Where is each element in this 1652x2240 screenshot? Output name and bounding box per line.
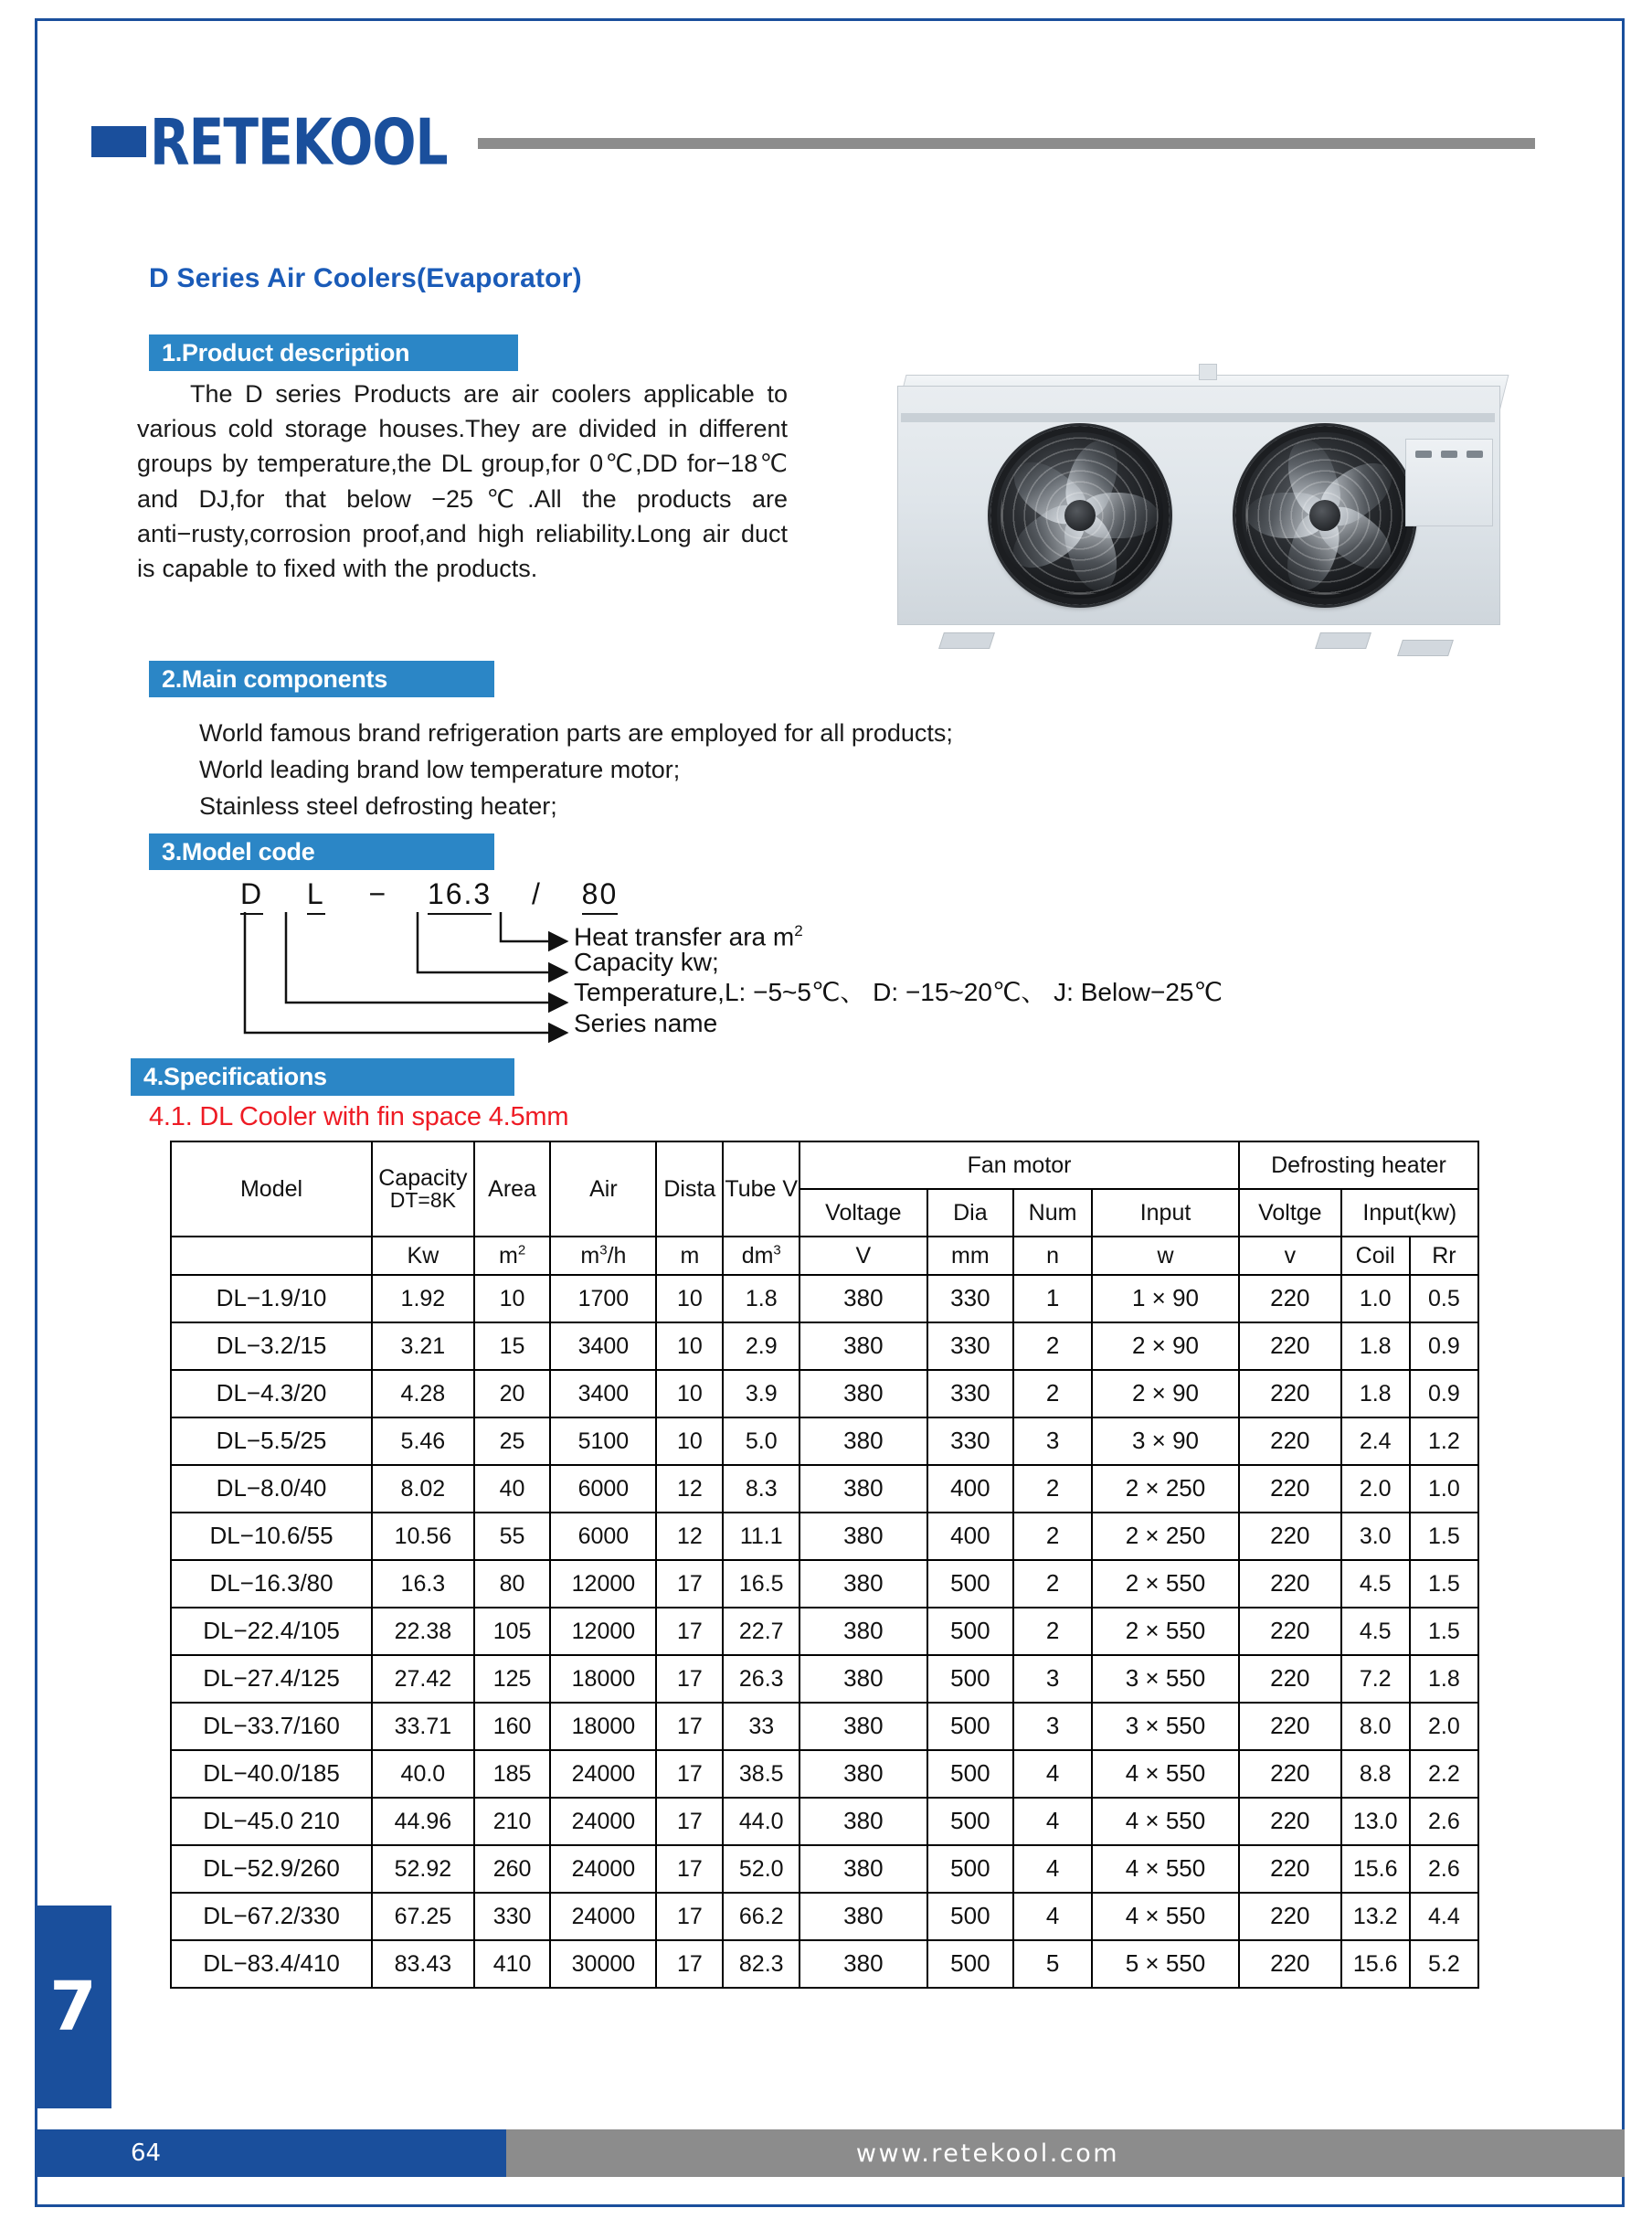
model-code-diagram	[149, 877, 1446, 1046]
cell-tube: 16.5	[723, 1560, 800, 1608]
cell-model: DL−52.9/260	[171, 1845, 372, 1893]
cell-dista: 17	[656, 1560, 723, 1608]
unit-cell-model-blank	[171, 1237, 372, 1275]
product-description-text: The D series Products are air coolers applicable to various cold storage houses.They are divided in different groups by temperature,the DL group,for 0℃,DD for−18℃ and DJ,for that below −25℃.All the products are anti−rusty,corrosion proof,and high reliability.Long air duct is capable to fixed with the products.	[137, 380, 788, 583]
table-row	[171, 1845, 1478, 1893]
table-row	[171, 1608, 1478, 1655]
cell-d_voltage: 220	[1239, 1465, 1341, 1513]
col-header-fan-dia: Dia	[927, 1189, 1013, 1237]
cell-num: 2	[1013, 1513, 1092, 1560]
cell-tube: 38.5	[723, 1750, 800, 1798]
cell-air: 24000	[550, 1845, 656, 1893]
cell-input: 3 × 550	[1092, 1703, 1239, 1750]
cell-coil: 1.8	[1341, 1370, 1410, 1417]
cell-model: DL−16.3/80	[171, 1560, 372, 1608]
cell-num: 3	[1013, 1417, 1092, 1465]
model-code-label-temperature: Temperature,L: −5~5℃、 D: −15~20℃、 J: Below−25℃	[574, 978, 1223, 1006]
section-header-specifications: 4.Specifications	[131, 1058, 514, 1096]
cell-air: 18000	[550, 1655, 656, 1703]
cell-model: DL−83.4/410	[171, 1940, 372, 1988]
cell-dista: 10	[656, 1275, 723, 1322]
cell-tube: 5.0	[723, 1417, 800, 1465]
col-header-fan-input: Input	[1092, 1189, 1239, 1237]
mounting-foot	[1315, 632, 1371, 649]
cell-dista: 10	[656, 1322, 723, 1370]
mounting-foot	[1397, 640, 1454, 656]
cell-model: DL−40.0/185	[171, 1750, 372, 1798]
cell-voltage: 380	[800, 1275, 927, 1322]
cell-dista: 17	[656, 1893, 723, 1940]
logo-block-icon	[91, 126, 146, 157]
section-header-product-description: 1.Product description	[149, 334, 518, 371]
cell-coil: 2.4	[1341, 1417, 1410, 1465]
footer-website-url: www.retekool.com	[506, 2129, 1625, 2177]
cell-input: 2 × 550	[1092, 1608, 1239, 1655]
cell-tube: 1.8	[723, 1275, 800, 1322]
cell-rr: 1.2	[1410, 1417, 1478, 1465]
cell-num: 2	[1013, 1370, 1092, 1417]
cell-model: DL−5.5/25	[171, 1417, 372, 1465]
cell-area: 160	[474, 1703, 551, 1750]
cell-dia: 500	[927, 1703, 1013, 1750]
section-header-main-components: 2.Main components	[149, 661, 494, 697]
cell-capacity: 8.02	[372, 1465, 474, 1513]
cell-voltage: 380	[800, 1560, 927, 1608]
cell-dista: 10	[656, 1370, 723, 1417]
unit-cell-rr: Rr	[1410, 1237, 1478, 1275]
table-row	[171, 1513, 1478, 1560]
cell-area: 40	[474, 1465, 551, 1513]
cell-air: 3400	[550, 1370, 656, 1417]
cell-rr: 2.6	[1410, 1845, 1478, 1893]
col-header-capacity: Capacity DT=8K	[372, 1141, 474, 1237]
cell-dista: 12	[656, 1513, 723, 1560]
table-row	[171, 1798, 1478, 1845]
specifications-table-body	[171, 1275, 1478, 1988]
page-title: D Series Air Coolers(Evaporator)	[149, 263, 582, 293]
cell-input: 4 × 550	[1092, 1750, 1239, 1798]
cell-d_voltage: 220	[1239, 1608, 1341, 1655]
cell-capacity: 4.28	[372, 1370, 474, 1417]
cell-tube: 2.9	[723, 1322, 800, 1370]
cell-coil: 15.6	[1341, 1940, 1410, 1988]
cell-d_voltage: 220	[1239, 1370, 1341, 1417]
cell-tube: 22.7	[723, 1608, 800, 1655]
cell-dia: 500	[927, 1608, 1013, 1655]
footer-page-number: 64	[35, 2129, 506, 2177]
cell-capacity: 27.42	[372, 1655, 474, 1703]
cell-coil: 8.0	[1341, 1703, 1410, 1750]
cell-input: 4 × 550	[1092, 1798, 1239, 1845]
cell-rr: 1.5	[1410, 1560, 1478, 1608]
list-item: Stainless steel defrosting heater;	[199, 792, 557, 820]
cell-d_voltage: 220	[1239, 1703, 1341, 1750]
cell-tube: 8.3	[723, 1465, 800, 1513]
cell-rr: 0.9	[1410, 1370, 1478, 1417]
cell-d_voltage: 220	[1239, 1798, 1341, 1845]
spec-subtitle: 4.1. DL Cooler with fin space 4.5mm	[149, 1102, 569, 1131]
cell-coil: 13.2	[1341, 1893, 1410, 1940]
cell-capacity: 16.3	[372, 1560, 474, 1608]
table-row	[171, 1655, 1478, 1703]
cell-area: 125	[474, 1655, 551, 1703]
cell-voltage: 380	[800, 1655, 927, 1703]
cell-voltage: 380	[800, 1845, 927, 1893]
cell-dia: 400	[927, 1513, 1013, 1560]
col-header-tube: Tube V	[723, 1141, 800, 1237]
cell-dista: 17	[656, 1798, 723, 1845]
cell-dista: 17	[656, 1845, 723, 1893]
cell-model: DL−22.4/105	[171, 1608, 372, 1655]
cell-area: 25	[474, 1417, 551, 1465]
cell-dia: 330	[927, 1275, 1013, 1322]
cell-num: 5	[1013, 1940, 1092, 1988]
list-item: World famous brand refrigeration parts are employed for all products;	[199, 719, 953, 747]
unit-cell-dia: mm	[927, 1237, 1013, 1275]
unit-cell-num: n	[1013, 1237, 1092, 1275]
code-part-dash: −	[368, 877, 388, 910]
unit-cell-voltage: V	[800, 1237, 927, 1275]
cell-d_voltage: 220	[1239, 1275, 1341, 1322]
unit-front-lip	[901, 413, 1495, 422]
main-components-list	[199, 715, 953, 824]
cell-air: 24000	[550, 1750, 656, 1798]
cell-coil: 4.5	[1341, 1608, 1410, 1655]
cell-area: 105	[474, 1608, 551, 1655]
cell-input: 4 × 550	[1092, 1845, 1239, 1893]
cell-coil: 1.0	[1341, 1275, 1410, 1322]
cell-input: 3 × 550	[1092, 1655, 1239, 1703]
unit-cell-dista: m	[656, 1237, 723, 1275]
page-footer	[35, 2129, 1625, 2177]
cell-tube: 3.9	[723, 1370, 800, 1417]
cell-d_voltage: 220	[1239, 1655, 1341, 1703]
unit-cell-capacity: Kw	[372, 1237, 474, 1275]
cell-d_voltage: 220	[1239, 1513, 1341, 1560]
mounting-foot	[938, 632, 995, 649]
col-header-heater-voltage: Voltge	[1239, 1189, 1341, 1237]
cell-tube: 11.1	[723, 1513, 800, 1560]
cell-rr: 0.5	[1410, 1275, 1478, 1322]
list-item: World leading brand low temperature motor;	[199, 756, 681, 783]
header-rule	[478, 138, 1535, 149]
cell-dista: 17	[656, 1655, 723, 1703]
cell-dia: 330	[927, 1370, 1013, 1417]
cell-air: 30000	[550, 1940, 656, 1988]
cell-model: DL−45.0 210	[171, 1798, 372, 1845]
cell-dia: 400	[927, 1465, 1013, 1513]
cell-num: 4	[1013, 1893, 1092, 1940]
cell-rr: 0.9	[1410, 1322, 1478, 1370]
cell-coil: 8.8	[1341, 1750, 1410, 1798]
unit-top-stub	[1199, 364, 1217, 380]
cell-voltage: 380	[800, 1465, 927, 1513]
cell-air: 6000	[550, 1513, 656, 1560]
cell-area: 80	[474, 1560, 551, 1608]
table-row	[171, 1322, 1478, 1370]
cell-num: 2	[1013, 1608, 1092, 1655]
unit-cell-air: $m^3/h$	[550, 1237, 656, 1275]
table-row	[171, 1417, 1478, 1465]
cell-rr: 1.5	[1410, 1513, 1478, 1560]
cell-rr: 1.8	[1410, 1655, 1478, 1703]
cell-d_voltage: 220	[1239, 1893, 1341, 1940]
code-part-series: D	[240, 877, 263, 915]
unit-cell-input: w	[1092, 1237, 1239, 1275]
cell-rr: 1.0	[1410, 1465, 1478, 1513]
cell-input: 1 × 90	[1092, 1275, 1239, 1322]
cell-dista: 17	[656, 1750, 723, 1798]
cell-area: 15	[474, 1322, 551, 1370]
cell-model: DL−27.4/125	[171, 1655, 372, 1703]
cell-voltage: 380	[800, 1940, 927, 1988]
cell-rr: 2.6	[1410, 1798, 1478, 1845]
cell-dia: 500	[927, 1893, 1013, 1940]
cell-num: 2	[1013, 1322, 1092, 1370]
col-group-header-defrosting-heater: Defrosting heater	[1239, 1141, 1478, 1189]
cell-air: 12000	[550, 1560, 656, 1608]
cell-input: 4 × 550	[1092, 1893, 1239, 1940]
cell-dia: 500	[927, 1845, 1013, 1893]
product-photo	[888, 362, 1509, 656]
cell-capacity: 44.96	[372, 1798, 474, 1845]
cell-area: 210	[474, 1798, 551, 1845]
fan-icon-left	[990, 426, 1170, 605]
cell-dista: 17	[656, 1608, 723, 1655]
cell-coil: 2.0	[1341, 1465, 1410, 1513]
cell-capacity: 3.21	[372, 1322, 474, 1370]
cell-dia: 500	[927, 1655, 1013, 1703]
cell-air: 18000	[550, 1703, 656, 1750]
cell-area: 185	[474, 1750, 551, 1798]
cell-area: 260	[474, 1845, 551, 1893]
cell-capacity: 10.56	[372, 1513, 474, 1560]
brand-logo-text: RETEKOOL	[150, 104, 448, 179]
cell-num: 4	[1013, 1750, 1092, 1798]
table-row	[171, 1750, 1478, 1798]
cell-input: 2 × 250	[1092, 1465, 1239, 1513]
cell-d_voltage: 220	[1239, 1560, 1341, 1608]
cell-capacity: 52.92	[372, 1845, 474, 1893]
section-header-model-code: 3.Model code	[149, 833, 494, 870]
cell-air: 6000	[550, 1465, 656, 1513]
cell-capacity: 22.38	[372, 1608, 474, 1655]
cell-dista: 10	[656, 1417, 723, 1465]
cell-num: 1	[1013, 1275, 1092, 1322]
cell-voltage: 380	[800, 1608, 927, 1655]
fan-icon-right	[1235, 426, 1414, 605]
cell-tube: 44.0	[723, 1798, 800, 1845]
cell-voltage: 380	[800, 1750, 927, 1798]
table-row	[171, 1560, 1478, 1608]
cell-capacity: 33.71	[372, 1703, 474, 1750]
cell-input: 5 × 550	[1092, 1940, 1239, 1988]
col-header-fan-num: Num	[1013, 1189, 1092, 1237]
cell-rr: 5.2	[1410, 1940, 1478, 1988]
cell-model: DL−1.9/10	[171, 1275, 372, 1322]
code-part-temperature: L	[307, 877, 325, 915]
cell-area: 55	[474, 1513, 551, 1560]
cell-num: 2	[1013, 1465, 1092, 1513]
cell-voltage: 380	[800, 1798, 927, 1845]
cell-coil: 7.2	[1341, 1655, 1410, 1703]
cell-input: 2 × 90	[1092, 1322, 1239, 1370]
cell-d_voltage: 220	[1239, 1940, 1341, 1988]
brand-header	[91, 104, 1535, 179]
cell-input: 2 × 550	[1092, 1560, 1239, 1608]
cell-area: 10	[474, 1275, 551, 1322]
cell-area: 20	[474, 1370, 551, 1417]
cell-d_voltage: 220	[1239, 1417, 1341, 1465]
unit-cell-coil: Coil	[1341, 1237, 1410, 1275]
table-row	[171, 1893, 1478, 1940]
cell-air: 24000	[550, 1893, 656, 1940]
cell-air: 5100	[550, 1417, 656, 1465]
model-code-label-heat-transfer: Heat transfer ara $m^2$	[574, 922, 803, 951]
cell-dia: 500	[927, 1560, 1013, 1608]
cell-input: 3 × 90	[1092, 1417, 1239, 1465]
col-header-model: Model	[171, 1141, 372, 1237]
col-header-fan-voltage: Voltage	[800, 1189, 927, 1237]
cell-model: DL−3.2/15	[171, 1322, 372, 1370]
cell-tube: 33	[723, 1703, 800, 1750]
cell-tube: 52.0	[723, 1845, 800, 1893]
cell-input: 2 × 90	[1092, 1370, 1239, 1417]
unit-cell-heater-voltage: v	[1239, 1237, 1341, 1275]
cell-num: 4	[1013, 1798, 1092, 1845]
cell-dista: 17	[656, 1703, 723, 1750]
cell-input: 2 × 250	[1092, 1513, 1239, 1560]
cell-area: 410	[474, 1940, 551, 1988]
cell-num: 3	[1013, 1703, 1092, 1750]
cell-model: DL−4.3/20	[171, 1370, 372, 1417]
cell-area: 330	[474, 1893, 551, 1940]
model-code-label-series-name: Series name	[574, 1008, 718, 1037]
table-header-group-row	[171, 1141, 1478, 1189]
cell-air: 1700	[550, 1275, 656, 1322]
cell-dia: 500	[927, 1798, 1013, 1845]
cell-rr: 2.0	[1410, 1703, 1478, 1750]
col-header-dista: Dista	[656, 1141, 723, 1237]
table-row	[171, 1465, 1478, 1513]
cell-coil: 4.5	[1341, 1560, 1410, 1608]
cell-voltage: 380	[800, 1417, 927, 1465]
cell-d_voltage: 220	[1239, 1750, 1341, 1798]
cell-capacity: 5.46	[372, 1417, 474, 1465]
cell-voltage: 380	[800, 1513, 927, 1560]
code-part-slash: /	[532, 877, 542, 910]
unit-cell-area: $m^2$	[474, 1237, 551, 1275]
table-row	[171, 1703, 1478, 1750]
table-row	[171, 1940, 1478, 1988]
table-row	[171, 1370, 1478, 1417]
cell-tube: 82.3	[723, 1940, 800, 1988]
cell-voltage: 380	[800, 1322, 927, 1370]
cell-voltage: 380	[800, 1370, 927, 1417]
cell-num: 3	[1013, 1655, 1092, 1703]
cell-air: 3400	[550, 1322, 656, 1370]
col-group-header-fan-motor: Fan motor	[800, 1141, 1239, 1189]
side-vent-icon	[1405, 439, 1493, 526]
cell-coil: 3.0	[1341, 1513, 1410, 1560]
cell-capacity: 67.25	[372, 1893, 474, 1940]
cell-air: 12000	[550, 1608, 656, 1655]
cell-tube: 26.3	[723, 1655, 800, 1703]
cell-model: DL−10.6/55	[171, 1513, 372, 1560]
cell-dia: 330	[927, 1417, 1013, 1465]
table-units-row	[171, 1237, 1478, 1275]
cell-model: DL−33.7/160	[171, 1703, 372, 1750]
cell-dia: 500	[927, 1940, 1013, 1988]
cell-voltage: 380	[800, 1703, 927, 1750]
specifications-table	[170, 1141, 1479, 1989]
table-row	[171, 1275, 1478, 1322]
cell-coil: 13.0	[1341, 1798, 1410, 1845]
cell-capacity: 40.0	[372, 1750, 474, 1798]
cell-coil: 1.8	[1341, 1322, 1410, 1370]
unit-cell-tube: $dm^3$	[723, 1237, 800, 1275]
cell-d_voltage: 220	[1239, 1322, 1341, 1370]
cell-capacity: 83.43	[372, 1940, 474, 1988]
cell-rr: 1.5	[1410, 1608, 1478, 1655]
cell-air: 24000	[550, 1798, 656, 1845]
cell-d_voltage: 220	[1239, 1845, 1341, 1893]
cell-voltage: 380	[800, 1893, 927, 1940]
cell-model: DL−67.2/330	[171, 1893, 372, 1940]
col-header-area: Area	[474, 1141, 551, 1237]
cell-dia: 330	[927, 1322, 1013, 1370]
model-code-label-capacity: Capacity kw;	[574, 947, 719, 976]
code-part-area: 80	[582, 877, 619, 915]
cell-num: 2	[1013, 1560, 1092, 1608]
col-header-air: Air	[550, 1141, 656, 1237]
cell-model: DL−8.0/40	[171, 1465, 372, 1513]
cell-rr: 2.2	[1410, 1750, 1478, 1798]
cell-capacity: 1.92	[372, 1275, 474, 1322]
page-section-tab: 7	[35, 1906, 111, 2108]
cell-tube: 66.2	[723, 1893, 800, 1940]
code-part-capacity: 16.3	[428, 877, 492, 915]
col-header-heater-input: Input(kw)	[1341, 1189, 1478, 1237]
cell-dista: 17	[656, 1940, 723, 1988]
cell-dista: 12	[656, 1465, 723, 1513]
cell-coil: 15.6	[1341, 1845, 1410, 1893]
cell-rr: 4.4	[1410, 1893, 1478, 1940]
cell-num: 4	[1013, 1845, 1092, 1893]
cell-dia: 500	[927, 1750, 1013, 1798]
specifications-table-wrapper	[170, 1141, 1479, 1989]
